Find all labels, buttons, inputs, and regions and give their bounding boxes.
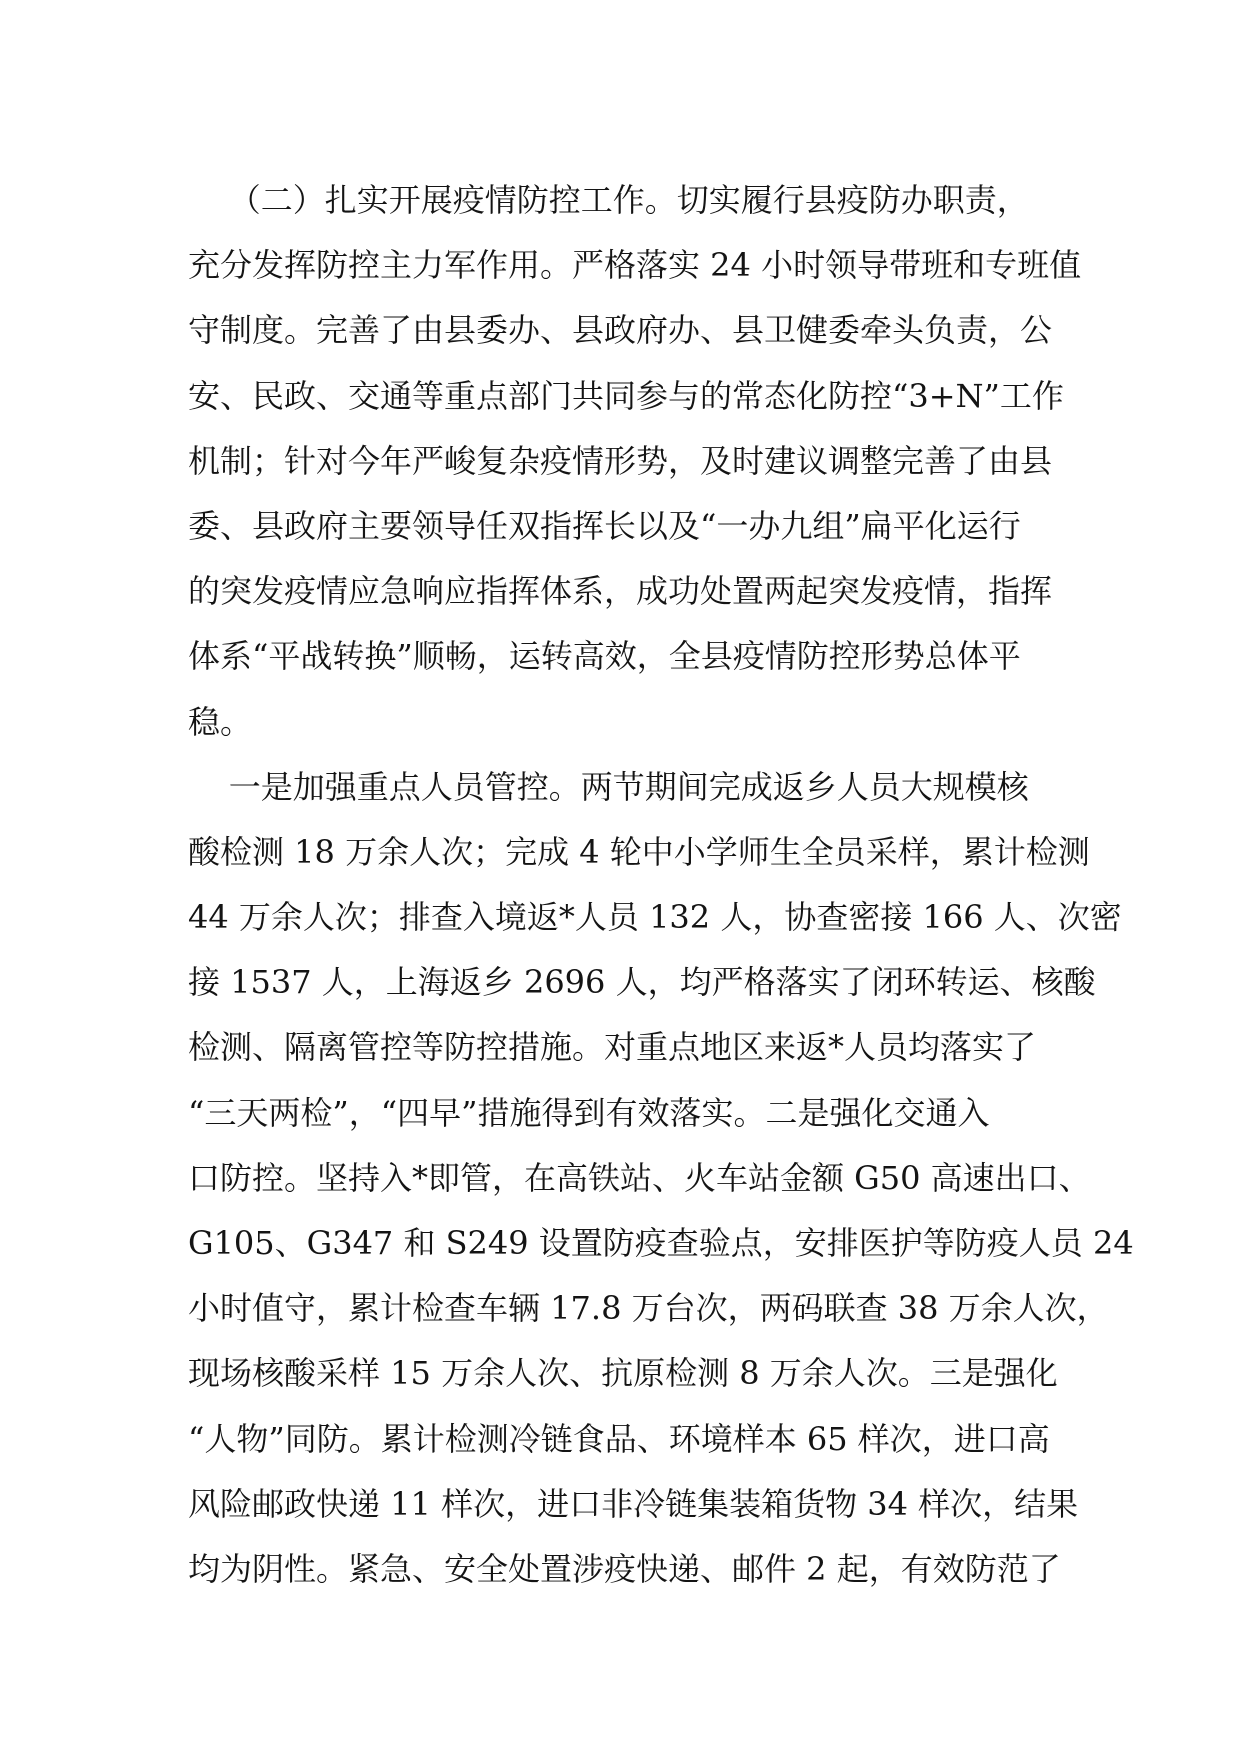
text-line: G105、G347 和 S249 设置防疫查验点，安排医护等防疫人员 24	[188, 1224, 1134, 1262]
text-line: 酸检测 18 万余人次；完成 4 轮中小学师生全员采样，累计检测	[188, 832, 1090, 871]
text-line: 充分发挥防控主力军作用。严格落实 24 小时领导带班和专班值	[188, 246, 1082, 285]
text-line: “人物”同防。累计检测冷链食品、环境样本 65 样次，进口高	[188, 1419, 1050, 1458]
text-line: 小时值守，累计检查车辆 17.8 万台次，两码联查 38 万余人次，	[188, 1289, 1109, 1328]
text-line: 口防控。坚持入*即管，在高铁站、火车站金额 G50 高速出口、	[188, 1158, 1091, 1197]
text-line: 均为阴性。紧急、安全处置涉疫快递、邮件 2 起，有效防范了	[188, 1549, 1061, 1588]
text-line: 的突发疫情应急响应指挥体系，成功处置两起突发疫情，指挥	[188, 572, 1053, 611]
text-line: 机制；针对今年严峻复杂疫情形势，及时建议调整完善了由县	[188, 441, 1053, 480]
text-line: 44 万余人次；排查入境返*人员 132 人，协查密接 166 人、次密	[188, 898, 1122, 937]
text-line: 接 1537 人，上海返乡 2696 人，均严格落实了闭环转运、核酸	[188, 963, 1096, 1002]
text-line: 风险邮政快递 11 样次，进口非冷链集装箱货物 34 样次，结果	[188, 1484, 1079, 1523]
body-text	[188, 168, 1134, 1602]
text-line: 现场核酸采样 15 万余人次、抗原检测 8 万余人次。三是强化	[188, 1354, 1058, 1393]
text-line: 委、县政府主要领导任双指挥长以及“一办九组”扁平化运行	[188, 506, 1021, 545]
text-line: 一是加强重点人员管控。两节期间完成返乡人员大规模核	[188, 767, 1029, 806]
text-line: 检测、隔离管控等防控措施。对重点地区来返*人员均落实了	[188, 1028, 1037, 1067]
text-line: 体系“平战转换”顺畅，运转高效，全县疫情防控形势总体平	[188, 637, 1021, 676]
text-line: 安、民政、交通等重点部门共同参与的常态化防控“3+N”工作	[188, 376, 1064, 415]
text-line: 稳。	[188, 702, 253, 741]
text-line: （二）扎实开展疫情防控工作。切实履行县疫防办职责，	[188, 181, 1029, 219]
text-line: “三天两检”，“四早”措施得到有效落实。二是强化交通入	[188, 1093, 990, 1132]
text-line: 守制度。完善了由县委办、县政府办、县卫健委牵头负责，公	[188, 311, 1053, 350]
